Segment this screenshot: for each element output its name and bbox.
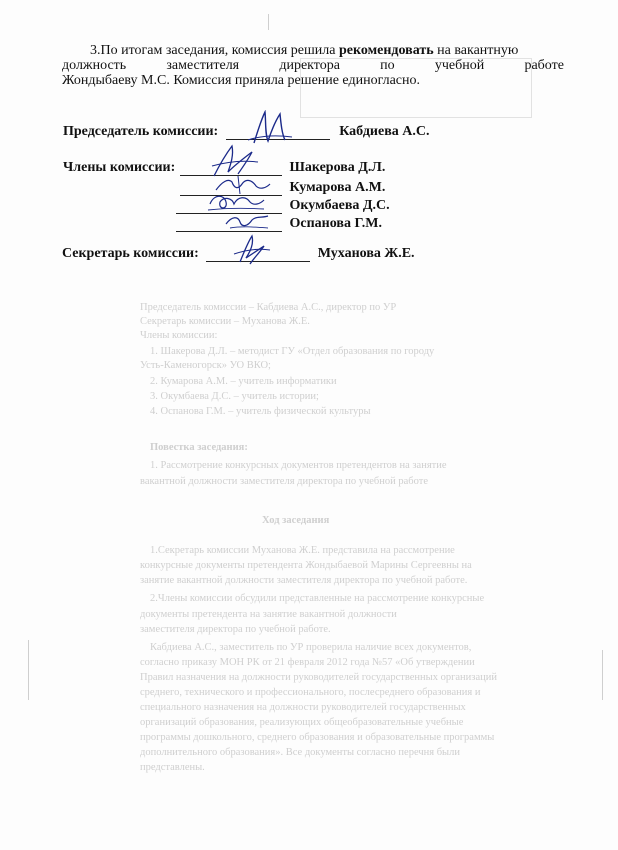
- bleed-line: 1.Секретарь комиссии Муханова Ж.Е. представила на рассмотрение: [150, 545, 455, 556]
- bleed-line: Ход заседания: [262, 515, 330, 526]
- secretary-name: Муханова Ж.Е.: [317, 246, 415, 261]
- bleed-line: Председатель комиссии – Кабдиева А.С., директор по УР: [140, 302, 397, 313]
- bleed-line: организаций образования, реализующих общеобразовательные учебные: [140, 717, 464, 728]
- bleed-line: Члены комиссии:: [140, 330, 218, 341]
- bleed-line: 2. Кумарова А.М. – учитель информатики: [150, 376, 337, 387]
- decision-word: должность: [62, 58, 127, 73]
- decision-word: учебной: [434, 58, 485, 73]
- bleed-line: конкурсные документы претендента Жондыбаевой Марины Сергеевны на: [140, 560, 472, 571]
- decision-word: заместителя: [166, 58, 240, 73]
- bleed-line: согласно приказу МОН РК от 21 февраля 2012 года №57 «Об утверждении: [140, 657, 475, 668]
- bleed-line: 4. Оспанова Г.М. – учитель физической культуры: [150, 406, 371, 417]
- bleed-line: Повестка заседания:: [150, 442, 248, 453]
- member-row-4: [176, 216, 382, 232]
- decision-word: по: [380, 58, 395, 73]
- bleed-line: вакантной должности заместителя директора по учебной работе: [140, 476, 428, 487]
- bleed-line: Правил назначения на должности руководителей государственных организаций: [140, 672, 497, 683]
- secretary-signature: [230, 232, 274, 268]
- bleed-line: программы дошкольного, среднего образования и образовательные программы: [140, 732, 495, 743]
- decision-paragraph: [62, 43, 564, 88]
- bleed-line: документы претендента на занятие вакантной должности: [140, 609, 397, 620]
- bleed-line: дополнительного образования». Все документы согласно перечня были: [140, 747, 460, 758]
- decision-word: работе: [524, 58, 564, 73]
- bleed-line: 1. Рассмотрение конкурсных документов претендентов на занятие: [150, 460, 447, 471]
- member-name: Шакерова Д.Л.: [289, 160, 386, 175]
- member-name: Оспанова Г.М.: [289, 216, 382, 231]
- decision-line-1: [62, 43, 564, 58]
- bleed-line: среднего, технического и профессионального, послесреднего образования и: [140, 687, 481, 698]
- bleed-line: 3. Окумбаева Д.С. – учитель истории;: [150, 391, 319, 402]
- fold-mark: [268, 14, 269, 30]
- fold-mark: [28, 640, 29, 700]
- decision-word: директора: [279, 58, 340, 73]
- decision-bold-word: рекомендовать: [339, 43, 434, 58]
- decision-text-before: 3.По итогам заседания, комиссия решила: [90, 43, 339, 58]
- bleed-line: Кабдиева А.С., заместитель по УР проверила наличие всех документов,: [150, 642, 472, 653]
- bleed-line: специального назначения на должности руководителей государственных: [140, 702, 466, 713]
- bleed-line: 1. Шакерова Д.Л. – методист ГУ «Отдел образования по городу: [150, 346, 435, 357]
- members-label-row: [63, 160, 175, 176]
- decision-line-3: Жондыбаеву М.С. Комиссия приняла решение единогласно.: [62, 73, 421, 88]
- bleed-line: Секретарь комиссии – Муханова Ж.Е.: [140, 316, 310, 327]
- bleed-line: представлены.: [140, 762, 205, 773]
- chair-signature: [238, 110, 298, 146]
- decision-text-after: на вакантную: [433, 43, 519, 58]
- member-name: Кумарова А.М.: [289, 180, 386, 195]
- secretary-label: Секретарь комиссии:: [62, 246, 199, 261]
- decision-line-2: [62, 58, 564, 73]
- fold-mark: [602, 650, 603, 700]
- bleed-line: занятие вакантной должности заместителя директора по учебной работе.: [140, 575, 468, 586]
- chair-label: Председатель комиссии:: [63, 124, 219, 139]
- member-name: Окумбаева Д.С.: [289, 198, 390, 213]
- chair-name: Кабдиева А.С.: [339, 124, 430, 139]
- members-label: Члены комиссии:: [63, 160, 176, 175]
- bleed-line: Усть-Каменогорск» УО ВКО;: [140, 360, 271, 371]
- bleed-line: 2.Члены комиссии обсудили представленные на рассмотрение конкурсные: [150, 593, 485, 604]
- member-signature-4: [222, 208, 272, 232]
- bleed-line: заместителя директора по учебной работе.: [140, 624, 331, 635]
